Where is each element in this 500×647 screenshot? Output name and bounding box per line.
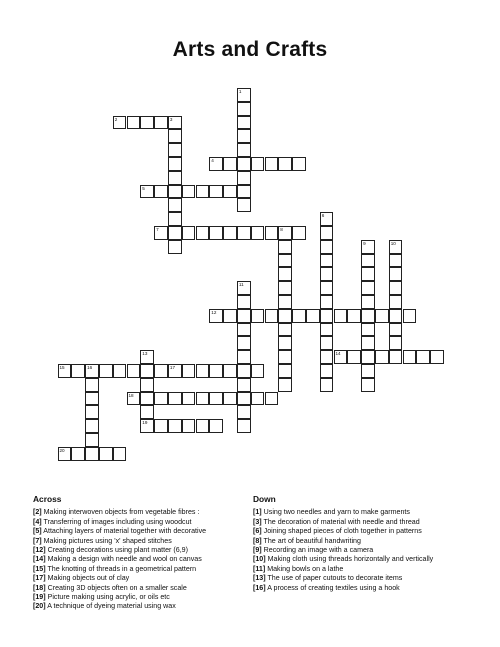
crossword-cell[interactable] [168, 143, 182, 157]
cell-number: 18 [128, 392, 134, 398]
crossword-cell[interactable] [223, 157, 237, 171]
cell-number: 17 [169, 365, 176, 370]
clue-number: [17] [33, 574, 46, 583]
crossword-cell[interactable] [278, 281, 292, 295]
crossword-cell[interactable] [237, 281, 251, 295]
crossword-cell[interactable] [71, 364, 85, 378]
clue-number: [16] [253, 583, 266, 592]
crossword-cell[interactable] [375, 309, 389, 323]
across-clue [33, 527, 243, 536]
crossword-cell[interactable] [265, 226, 279, 240]
crossword-cell[interactable] [265, 309, 279, 323]
crossword-cell[interactable] [389, 240, 403, 254]
clue-text: Transferring of images including using woodcut [41, 517, 192, 526]
crossword-cell[interactable] [320, 240, 334, 254]
crossword-cell[interactable] [334, 350, 348, 364]
crossword-cell[interactable] [58, 447, 72, 461]
cell-number: 7 [156, 227, 159, 232]
crossword-cell[interactable] [403, 350, 417, 364]
crossword-cell[interactable] [237, 419, 251, 433]
crossword-cell[interactable] [389, 336, 403, 350]
crossword-cell[interactable] [99, 364, 113, 378]
crossword-cell[interactable] [71, 447, 85, 461]
crossword-cell[interactable] [320, 323, 334, 337]
cell-number: 1 [238, 89, 242, 94]
down-clue [253, 518, 483, 527]
crossword-cell[interactable] [209, 392, 223, 406]
crossword-cell[interactable] [85, 378, 99, 392]
crossword-cell[interactable] [154, 116, 168, 130]
crossword-cell[interactable] [168, 364, 182, 378]
clue-text: The use of paper cutouts to decorate items [265, 574, 403, 583]
crossword-cell[interactable] [154, 185, 168, 199]
crossword-cell[interactable] [320, 226, 334, 240]
across-clue [33, 584, 243, 593]
crossword-cell[interactable] [113, 364, 127, 378]
down-clue [253, 584, 483, 593]
crossword-cell[interactable] [209, 185, 223, 199]
clue-text: The decoration of material with needle and thread [261, 517, 420, 526]
down-heading: Down [253, 494, 276, 504]
crossword-cell[interactable] [182, 419, 196, 433]
crossword-cell[interactable] [237, 226, 251, 240]
crossword-cell[interactable] [278, 267, 292, 281]
crossword-cell[interactable] [237, 309, 251, 323]
crossword-cell[interactable] [237, 143, 251, 157]
crossword-cell[interactable] [320, 254, 334, 268]
crossword-cell[interactable] [196, 185, 210, 199]
across-clue [33, 555, 243, 564]
down-clue [253, 527, 483, 536]
crossword-cell[interactable] [251, 392, 265, 406]
across-clue [33, 537, 243, 546]
cell-number: 12 [211, 309, 217, 315]
cell-number: 2 [114, 116, 118, 122]
crossword-cell[interactable] [416, 350, 430, 364]
across-clue [33, 602, 243, 611]
across-clue-list [33, 508, 243, 611]
clue-text: Recording an image with a camera [261, 546, 374, 555]
crossword-cell[interactable] [237, 102, 251, 116]
crossword-cell[interactable] [278, 378, 292, 392]
crossword-cell[interactable] [113, 447, 127, 461]
clue-text: Making pictures using 'x' shaped stitches [41, 536, 172, 545]
clue-text: Making a design with needle and wool on canvas [45, 555, 202, 564]
crossword-cell[interactable] [361, 364, 375, 378]
crossword-cell[interactable] [127, 116, 141, 130]
crossword-cell[interactable] [361, 254, 375, 268]
crossword-cell[interactable] [251, 309, 265, 323]
across-clue [33, 593, 243, 602]
crossword-cell[interactable] [237, 392, 251, 406]
crossword-cell[interactable] [85, 364, 99, 378]
crossword-cell[interactable] [278, 226, 292, 240]
crossword-cell[interactable] [361, 350, 375, 364]
crossword-cell[interactable] [237, 405, 251, 419]
cell-number: 15 [59, 365, 65, 370]
crossword-cell[interactable] [320, 336, 334, 350]
crossword-cell[interactable] [237, 129, 251, 143]
clue-number: [12] [33, 546, 46, 555]
crossword-cell[interactable] [196, 364, 210, 378]
crossword-cell[interactable] [168, 419, 182, 433]
crossword-cell[interactable] [196, 392, 210, 406]
crossword-cell[interactable] [209, 157, 223, 171]
crossword-cell[interactable] [209, 309, 223, 323]
crossword-cell[interactable] [154, 392, 168, 406]
crossword-cell[interactable] [223, 364, 237, 378]
crossword-cell[interactable] [168, 240, 182, 254]
crossword-cell[interactable] [361, 378, 375, 392]
crossword-cell[interactable] [168, 157, 182, 171]
across-clue [33, 546, 243, 555]
crossword-cell[interactable] [278, 336, 292, 350]
crossword-cell[interactable] [361, 309, 375, 323]
clue-number: [20] [33, 602, 46, 611]
crossword-cell[interactable] [154, 419, 168, 433]
crossword-cell[interactable] [403, 309, 417, 323]
crossword-cell[interactable] [168, 392, 182, 406]
crossword-cell[interactable] [140, 378, 154, 392]
clue-number: [1] [253, 508, 262, 517]
crossword-cell[interactable] [265, 157, 279, 171]
crossword-cell[interactable] [58, 364, 72, 378]
clue-text: The knotting of threads in a geometrical pattern [45, 564, 197, 573]
crossword-cell[interactable] [320, 267, 334, 281]
crossword-cell[interactable] [237, 323, 251, 337]
crossword-cell[interactable] [320, 212, 334, 226]
clue-text: Attaching layers of material together with decorative [41, 527, 207, 536]
crossword-cell[interactable] [209, 226, 223, 240]
cell-number: 3 [169, 116, 173, 122]
crossword-cell[interactable] [140, 405, 154, 419]
crossword-cell[interactable] [223, 309, 237, 323]
clue-number: [7] [33, 536, 42, 545]
crossword-cell[interactable] [223, 226, 237, 240]
clue-number: [10] [253, 555, 266, 564]
down-clue-list [253, 508, 483, 593]
clue-number: [14] [33, 555, 46, 564]
clue-number: [2] [33, 508, 42, 517]
crossword-cell[interactable] [389, 295, 403, 309]
clue-text: Creating 3D objects often on a smaller scale [45, 583, 187, 592]
crossword-cell[interactable] [196, 226, 210, 240]
crossword-cell[interactable] [140, 419, 154, 433]
crossword-cell[interactable] [223, 185, 237, 199]
crossword-cell[interactable] [237, 336, 251, 350]
crossword-cell[interactable] [306, 309, 320, 323]
crossword-cell[interactable] [85, 405, 99, 419]
cell-number: 5 [142, 185, 145, 191]
crossword-cell[interactable] [127, 364, 141, 378]
crossword-cell[interactable] [237, 116, 251, 130]
cell-number: 20 [59, 447, 65, 453]
crossword-cell[interactable] [113, 116, 127, 130]
clue-text: The art of beautiful handwriting [261, 536, 361, 545]
crossword-cell[interactable] [154, 364, 168, 378]
crossword-cell[interactable] [430, 350, 444, 364]
crossword-cell[interactable] [320, 378, 334, 392]
crossword-cell[interactable] [375, 350, 389, 364]
crossword-cell[interactable] [251, 226, 265, 240]
across-clue [33, 518, 243, 527]
crossword-cell[interactable] [361, 281, 375, 295]
cell-number: 8 [280, 227, 283, 232]
crossword-cell[interactable] [237, 171, 251, 185]
down-clue [253, 565, 483, 574]
crossword-cell[interactable] [389, 350, 403, 364]
crossword-cell[interactable] [237, 295, 251, 309]
clue-text: Making interwoven objects from vegetable fibres : [41, 508, 200, 517]
crossword-cell[interactable] [389, 254, 403, 268]
crossword-cell[interactable] [196, 419, 210, 433]
cell-number: 10 [390, 240, 396, 246]
clue-text: A technique of dyeing material using wax [45, 602, 176, 611]
crossword-cell[interactable] [347, 350, 361, 364]
cell-number: 13 [142, 351, 148, 357]
clue-text: Picture making using acrylic, or oils etc [45, 593, 170, 602]
crossword-cell[interactable] [320, 281, 334, 295]
across-clues [33, 495, 243, 612]
crossword-cell[interactable] [168, 116, 182, 130]
cell-number: 16 [87, 365, 93, 370]
crossword-cell[interactable] [140, 392, 154, 406]
crossword-cell[interactable] [292, 157, 306, 171]
clue-text: Making bowls on a lathe [265, 564, 344, 573]
crossword-cell[interactable] [361, 336, 375, 350]
crossword-cell[interactable] [320, 350, 334, 364]
crossword-cell[interactable] [278, 295, 292, 309]
crossword-cell[interactable] [127, 392, 141, 406]
crossword-cell[interactable] [361, 295, 375, 309]
clue-number: [9] [253, 546, 262, 555]
clue-number: [13] [253, 574, 266, 583]
crossword-cell[interactable] [182, 364, 196, 378]
crossword-cell[interactable] [168, 226, 182, 240]
crossword-cell[interactable] [278, 157, 292, 171]
crossword-cell[interactable] [320, 295, 334, 309]
crossword-cell[interactable] [347, 309, 361, 323]
crossword-cell[interactable] [85, 419, 99, 433]
crossword-cell[interactable] [168, 129, 182, 143]
crossword-cell[interactable] [251, 157, 265, 171]
page-title: Arts and Crafts [172, 38, 328, 61]
down-clue [253, 508, 483, 517]
clue-text: Making objects out of clay [45, 574, 130, 583]
crossword-cell[interactable] [278, 323, 292, 337]
across-heading: Across [33, 494, 62, 504]
down-clue [253, 555, 483, 564]
crossword-cell[interactable] [168, 198, 182, 212]
crossword-cell[interactable] [361, 240, 375, 254]
crossword-cell[interactable] [389, 323, 403, 337]
crossword-cell[interactable] [182, 185, 196, 199]
crossword-cell[interactable] [278, 254, 292, 268]
clue-number: [4] [33, 517, 42, 526]
crossword-cell[interactable] [237, 157, 251, 171]
crossword-cell[interactable] [320, 364, 334, 378]
clue-number: [11] [253, 564, 266, 573]
crossword-cell[interactable] [85, 447, 99, 461]
across-clue [33, 565, 243, 574]
down-clue [253, 546, 483, 555]
crossword-cell[interactable] [278, 309, 292, 323]
crossword-cell[interactable] [182, 226, 196, 240]
crossword-cell[interactable] [154, 226, 168, 240]
crossword-cell[interactable] [265, 392, 279, 406]
clue-text: Joining shaped pieces of cloth together in patterns [261, 527, 422, 536]
across-clue [33, 508, 243, 517]
cell-number: 9 [363, 240, 366, 246]
crossword-cell[interactable] [389, 309, 403, 323]
crossword-cell[interactable] [140, 185, 154, 199]
crossword-cell[interactable] [251, 364, 265, 378]
crossword-cell[interactable] [99, 447, 113, 461]
crossword-cell[interactable] [140, 116, 154, 130]
cell-number: 4 [211, 158, 214, 163]
crossword-cell[interactable] [361, 267, 375, 281]
crossword-cell[interactable] [85, 433, 99, 447]
across-clue [33, 574, 243, 583]
crossword-cell[interactable] [209, 419, 223, 433]
clue-text: Making cloth using threads horizontally and vertically [265, 555, 434, 564]
crossword-cell[interactable] [361, 323, 375, 337]
crossword-cell[interactable] [209, 364, 223, 378]
crossword-cell[interactable] [389, 281, 403, 295]
cell-number: 19 [142, 420, 148, 426]
clue-number: [8] [253, 536, 262, 545]
clue-number: [6] [253, 527, 262, 536]
down-clues [253, 495, 483, 593]
crossword-cell[interactable] [85, 392, 99, 406]
crossword-cell[interactable] [182, 392, 196, 406]
crossword-cell[interactable] [292, 226, 306, 240]
crossword-cell[interactable] [237, 350, 251, 364]
crossword-cell[interactable] [320, 309, 334, 323]
crossword-cell[interactable] [237, 198, 251, 212]
crossword-cell[interactable] [140, 350, 154, 364]
cell-number: 11 [238, 282, 244, 288]
clue-text: Creating decorations using plant matter (6,9) [45, 546, 188, 555]
crossword-cell[interactable] [237, 185, 251, 199]
crossword-cell[interactable] [278, 240, 292, 254]
down-clue [253, 574, 483, 583]
clue-number: [5] [33, 527, 42, 536]
crossword-cell[interactable] [237, 364, 251, 378]
crossword-cell[interactable] [140, 364, 154, 378]
crossword-cell[interactable] [292, 309, 306, 323]
crossword-cell[interactable] [237, 378, 251, 392]
clue-text: A process of creating textiles using a hook [265, 583, 400, 592]
crossword-cell[interactable] [237, 88, 251, 102]
cell-number: 6 [321, 213, 325, 219]
crossword-cell[interactable] [389, 267, 403, 281]
crossword-cell[interactable] [278, 364, 292, 378]
crossword-cell[interactable] [334, 309, 348, 323]
clue-number: [15] [33, 564, 46, 573]
clue-number: [19] [33, 593, 46, 602]
crossword-cell[interactable] [168, 185, 182, 199]
down-clue [253, 537, 483, 546]
crossword-cell[interactable] [168, 212, 182, 226]
crossword-cell[interactable] [278, 350, 292, 364]
clue-number: [3] [253, 517, 262, 526]
crossword-cell[interactable] [168, 171, 182, 185]
clue-text: Using two needles and yarn to make garments [261, 508, 410, 517]
crossword-cell[interactable] [223, 392, 237, 406]
cell-number: 14 [335, 351, 341, 357]
clue-number: [18] [33, 583, 46, 592]
